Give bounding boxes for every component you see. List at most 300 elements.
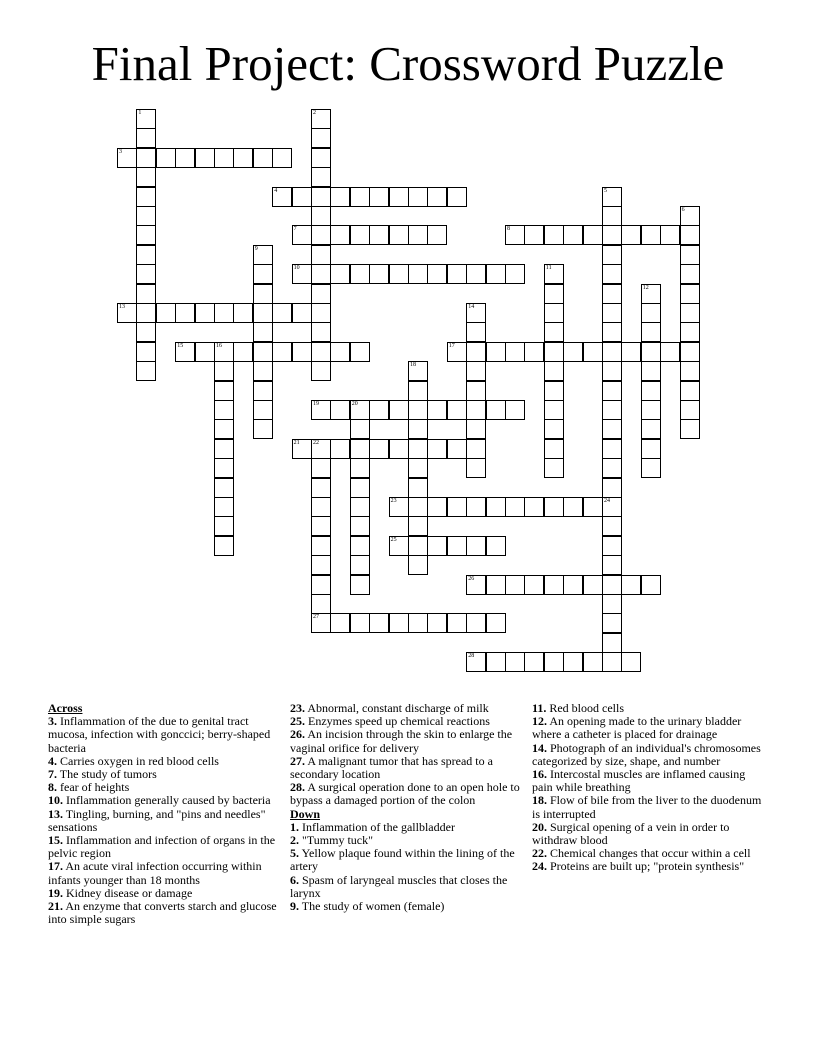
crossword-cell[interactable] [389,497,409,517]
crossword-cell[interactable] [602,594,622,614]
crossword-cell[interactable] [641,439,661,459]
crossword-cell[interactable] [524,497,544,517]
clue-text: "Tummy tuck" [302,833,374,848]
crossword-cell[interactable] [389,187,409,207]
crossword-cell[interactable] [330,439,350,459]
crossword-cell[interactable] [272,342,292,362]
crossword-cell[interactable] [544,458,564,478]
crossword-cell[interactable] [466,303,486,323]
crossword-cell[interactable] [408,187,428,207]
crossword-cell[interactable] [602,225,622,245]
crossword-cell[interactable] [214,536,234,556]
crossword-cell[interactable] [680,303,700,323]
crossword-cell[interactable] [641,458,661,478]
clue-number-label: 3 [119,148,122,155]
crossword-cell[interactable] [350,536,370,556]
crossword-cell[interactable] [389,400,409,420]
crossword-cell[interactable] [447,613,467,633]
crossword-cell[interactable] [563,497,583,517]
crossword-cell[interactable] [466,497,486,517]
across-heading: Across [48,701,83,715]
crossword-cell[interactable] [350,613,370,633]
crossword-cell[interactable] [311,303,331,323]
crossword-cell[interactable] [350,555,370,575]
crossword-cell[interactable] [292,187,312,207]
crossword-cell[interactable] [350,516,370,536]
crossword-cell[interactable] [602,303,622,323]
crossword-cell[interactable] [311,439,331,459]
crossword-cell[interactable] [641,419,661,439]
crossword-cell[interactable] [544,225,564,245]
crossword-cell[interactable] [447,439,467,459]
crossword-cell[interactable] [292,264,312,284]
crossword-cell[interactable] [214,381,234,401]
crossword-cell[interactable] [272,187,292,207]
crossword-cell[interactable] [563,575,583,595]
crossword-cell[interactable] [311,575,331,595]
crossword-cell[interactable] [272,148,292,168]
across-clue [48,860,280,886]
crossword-cell[interactable] [408,516,428,536]
crossword-cell[interactable] [292,439,312,459]
crossword-cell[interactable] [350,439,370,459]
crossword-cell[interactable] [408,400,428,420]
crossword-cell[interactable] [136,361,156,381]
crossword-cell[interactable] [311,400,331,420]
across-clue [290,728,522,754]
crossword-cell[interactable] [466,575,486,595]
crossword-cell[interactable] [117,148,137,168]
crossword-cell[interactable] [680,206,700,226]
crossword-cell[interactable] [408,361,428,381]
crossword-cell[interactable] [621,652,641,672]
crossword-cell[interactable] [602,536,622,556]
clue-number-label: 17 [448,342,455,349]
crossword-cell[interactable] [350,419,370,439]
crossword-cell[interactable] [680,284,700,304]
crossword-cell[interactable] [253,342,273,362]
crossword-cell[interactable] [330,613,350,633]
crossword-cell[interactable] [292,225,312,245]
crossword-cell[interactable] [311,613,331,633]
crossword-cell[interactable] [350,225,370,245]
crossword-cell[interactable] [583,342,603,362]
across-clue [48,715,280,755]
crossword-cell[interactable] [602,381,622,401]
crossword-cell[interactable] [156,303,176,323]
crossword-cell[interactable] [311,342,331,362]
crossword-cell[interactable] [330,187,350,207]
crossword-cell[interactable] [253,264,273,284]
crossword-cell[interactable] [583,497,603,517]
clue-text: Yellow plaque found within the lining of the artery [290,846,515,874]
crossword-cell[interactable] [253,400,273,420]
crossword-cell[interactable] [311,361,331,381]
crossword-cell[interactable] [311,128,331,148]
clue-number: 10. [48,793,63,808]
crossword-cell[interactable] [486,652,506,672]
crossword-cell[interactable] [641,284,661,304]
crossword-cell[interactable] [369,400,389,420]
down-clue [290,847,522,873]
crossword-cell[interactable] [563,342,583,362]
crossword-cell[interactable] [680,264,700,284]
crossword-cell[interactable] [389,613,409,633]
crossword-cell[interactable] [602,652,622,672]
crossword-cell[interactable] [330,400,350,420]
crossword-cell[interactable] [602,633,622,653]
crossword-cell[interactable] [602,478,622,498]
crossword-cell[interactable] [253,284,273,304]
crossword-cell[interactable] [486,400,506,420]
crossword-cell[interactable] [253,322,273,342]
crossword-cell[interactable] [330,342,350,362]
crossword-cell[interactable] [602,613,622,633]
crossword-cell[interactable] [136,109,156,129]
crossword-cell[interactable] [311,536,331,556]
crossword-cell[interactable] [524,342,544,362]
crossword-cell[interactable] [486,613,506,633]
crossword-cell[interactable] [602,400,622,420]
crossword-cell[interactable] [427,187,447,207]
crossword-cell[interactable] [136,303,156,323]
crossword-cell[interactable] [272,303,292,323]
crossword-cell[interactable] [680,419,700,439]
crossword-cell[interactable] [408,439,428,459]
crossword-cell[interactable] [350,478,370,498]
crossword-cell[interactable] [427,225,447,245]
crossword-cell[interactable] [253,419,273,439]
clue-text: Inflammation generally caused by bacteria [66,793,271,808]
down-clue [532,794,764,820]
crossword-cell[interactable] [447,497,467,517]
crossword-cell[interactable] [136,187,156,207]
crossword-cell[interactable] [117,303,137,323]
crossword-cell[interactable] [544,400,564,420]
crossword-cell[interactable] [311,478,331,498]
crossword-cell[interactable] [621,342,641,362]
clue-text: The study of tumors [59,767,157,782]
clue-number: 9. [290,899,299,914]
clue-number-label: 12 [642,284,649,291]
crossword-cell[interactable] [544,419,564,439]
clue-text: Carries oxygen in red blood cells [60,753,219,768]
crossword-cell[interactable] [602,458,622,478]
clue-number: 15. [48,833,63,848]
clue-number-label: 11 [545,265,552,272]
crossword-cell[interactable] [136,264,156,284]
crossword-cell[interactable] [233,342,253,362]
crossword-cell[interactable] [544,497,564,517]
crossword-cell[interactable] [505,497,525,517]
crossword-cell[interactable] [466,458,486,478]
crossword-cell[interactable] [408,613,428,633]
down-clue [290,900,522,913]
clue-number-label: 28 [468,653,475,660]
crossword-cell[interactable] [466,264,486,284]
clue-number-label: 25 [390,536,397,543]
crossword-cell[interactable] [175,342,195,362]
crossword-cell[interactable] [311,225,331,245]
crossword-cell[interactable] [311,167,331,187]
crossword-cell[interactable] [330,225,350,245]
crossword-cell[interactable] [136,206,156,226]
crossword-cell[interactable] [369,187,389,207]
crossword-cell[interactable] [136,148,156,168]
crossword-cell[interactable] [350,458,370,478]
crossword-cell[interactable] [195,303,215,323]
crossword-cell[interactable] [602,575,622,595]
crossword-cell[interactable] [136,245,156,265]
clue-number-label: 27 [313,614,319,621]
crossword-cell[interactable] [427,439,447,459]
crossword-cell[interactable] [602,264,622,284]
crossword-cell[interactable] [214,516,234,536]
crossword-cell[interactable] [641,400,661,420]
crossword-cell[interactable] [311,458,331,478]
crossword-cell[interactable] [486,342,506,362]
crossword-cell[interactable] [292,342,312,362]
crossword-cell[interactable] [602,439,622,459]
clue-number: 4. [48,753,57,768]
crossword-cell[interactable] [544,284,564,304]
crossword-cell[interactable] [466,652,486,672]
crossword-cell[interactable] [466,536,486,556]
crossword-cell[interactable] [330,264,350,284]
crossword-cell[interactable] [524,575,544,595]
crossword-cell[interactable] [408,478,428,498]
crossword-cell[interactable] [486,497,506,517]
crossword-cell[interactable] [350,575,370,595]
crossword-cell[interactable] [447,264,467,284]
crossword-cell[interactable] [680,381,700,401]
crossword-cell[interactable] [292,303,312,323]
crossword-cell[interactable] [311,187,331,207]
crossword-cell[interactable] [311,109,331,129]
crossword-cell[interactable] [408,381,428,401]
crossword-cell[interactable] [311,497,331,517]
crossword-cell[interactable] [544,652,564,672]
crossword-cell[interactable] [350,400,370,420]
crossword-cell[interactable] [544,322,564,342]
crossword-cell[interactable] [156,148,176,168]
crossword-cell[interactable] [136,322,156,342]
crossword-cell[interactable] [233,148,253,168]
crossword-cell[interactable] [427,264,447,284]
crossword-cell[interactable] [641,342,661,362]
crossword-cell[interactable] [544,439,564,459]
crossword-cell[interactable] [544,381,564,401]
crossword-cell[interactable] [602,284,622,304]
crossword-cell[interactable] [408,225,428,245]
crossword-cell[interactable] [544,264,564,284]
crossword-cell[interactable] [136,342,156,362]
crossword-cell[interactable] [602,361,622,381]
clue-text: An incision through the skin to enlarge the vaginal orifice for delivery [290,727,513,755]
clue-number: 18. [532,793,547,808]
crossword-cell[interactable] [602,187,622,207]
crossword-cell[interactable] [466,381,486,401]
crossword-cell[interactable] [602,516,622,536]
crossword-cell[interactable] [214,342,234,362]
crossword-cell[interactable] [311,264,331,284]
crossword-cell[interactable] [389,439,409,459]
crossword-cell[interactable] [602,206,622,226]
crossword-cell[interactable] [311,245,331,265]
crossword-cell[interactable] [505,264,525,284]
clue-number-label: 13 [119,304,125,310]
crossword-cell[interactable] [602,245,622,265]
crossword-cell[interactable] [253,148,273,168]
crossword-cell[interactable] [369,264,389,284]
crossword-cell[interactable] [175,148,195,168]
clue-number-label: 4 [274,187,278,194]
crossword-cell[interactable] [369,613,389,633]
crossword-cell[interactable] [641,303,661,323]
crossword-cell[interactable] [389,264,409,284]
crossword-cell[interactable] [350,264,370,284]
crossword-cell[interactable] [583,225,603,245]
crossword-cell[interactable] [311,516,331,536]
crossword-cell[interactable] [311,555,331,575]
crossword-cell[interactable] [505,652,525,672]
crossword-cell[interactable] [486,575,506,595]
crossword-cell[interactable] [427,613,447,633]
crossword-cell[interactable] [466,419,486,439]
crossword-cell[interactable] [544,361,564,381]
crossword-cell[interactable] [563,225,583,245]
crossword-cell[interactable] [136,167,156,187]
crossword-cell[interactable] [408,264,428,284]
crossword-cell[interactable] [466,322,486,342]
crossword-cell[interactable] [660,225,680,245]
crossword-cell[interactable] [427,497,447,517]
crossword-cell[interactable] [427,400,447,420]
crossword-cell[interactable] [466,439,486,459]
crossword-cell[interactable] [214,458,234,478]
crossword-cell[interactable] [583,652,603,672]
crossword-cell[interactable] [524,652,544,672]
crossword-cell[interactable] [408,458,428,478]
crossword-cell[interactable] [214,400,234,420]
crossword-cell[interactable] [136,128,156,148]
crossword-cell[interactable] [408,497,428,517]
crossword-cell[interactable] [389,536,409,556]
crossword-cell[interactable] [466,613,486,633]
crossword-cell[interactable] [563,652,583,672]
crossword-cell[interactable] [583,575,603,595]
crossword-cell[interactable] [544,303,564,323]
crossword-cell[interactable] [350,187,370,207]
crossword-cell[interactable] [447,187,467,207]
crossword-cell[interactable] [544,342,564,362]
crossword-cell[interactable] [214,361,234,381]
crossword-cell[interactable] [466,342,486,362]
crossword-cell[interactable] [214,497,234,517]
crossword-cell[interactable] [427,536,447,556]
crossword-cell[interactable] [680,361,700,381]
crossword-cell[interactable] [214,419,234,439]
crossword-cell[interactable] [253,381,273,401]
crossword-cell[interactable] [602,419,622,439]
crossword-cell[interactable] [621,225,641,245]
crossword-cell[interactable] [621,575,641,595]
crossword-cell[interactable] [311,206,331,226]
crossword-cell[interactable] [524,225,544,245]
crossword-cell[interactable] [466,400,486,420]
crossword-cell[interactable] [505,575,525,595]
crossword-cell[interactable] [311,322,331,342]
crossword-cell[interactable] [311,148,331,168]
crossword-cell[interactable] [447,536,467,556]
crossword-cell[interactable] [641,361,661,381]
crossword-cell[interactable] [408,536,428,556]
crossword-cell[interactable] [447,342,467,362]
crossword-cell[interactable] [136,284,156,304]
crossword-cell[interactable] [486,264,506,284]
crossword-cell[interactable] [408,555,428,575]
crossword-cell[interactable] [311,594,331,614]
crossword-cell[interactable] [466,361,486,381]
clue-text: Tingling, burning, and "pins and needles" sensations [48,806,266,834]
crossword-cell[interactable] [680,342,700,362]
crossword-cell[interactable] [253,361,273,381]
crossword-cell[interactable] [195,148,215,168]
crossword-cell[interactable] [214,148,234,168]
crossword-cell[interactable] [233,303,253,323]
crossword-cell[interactable] [350,342,370,362]
crossword-cell[interactable] [680,322,700,342]
crossword-cell[interactable] [680,400,700,420]
crossword-cell[interactable] [680,245,700,265]
crossword-cell[interactable] [253,303,273,323]
crossword-cell[interactable] [253,245,273,265]
crossword-cell[interactable] [544,575,564,595]
crossword-cell[interactable] [214,439,234,459]
across-clue [48,808,280,834]
crossword-cell[interactable] [214,303,234,323]
crossword-cell[interactable] [311,284,331,304]
crossword-cell[interactable] [175,303,195,323]
crossword-cell[interactable] [447,400,467,420]
crossword-cell[interactable] [350,497,370,517]
crossword-cell[interactable] [641,575,661,595]
crossword-cell[interactable] [505,400,525,420]
across-clue [48,834,280,860]
crossword-cell[interactable] [602,322,622,342]
crossword-cell[interactable] [505,342,525,362]
crossword-cell[interactable] [505,225,525,245]
crossword-cell[interactable] [602,497,622,517]
crossword-cell[interactable] [389,225,409,245]
crossword-cell[interactable] [660,342,680,362]
crossword-cell[interactable] [486,536,506,556]
crossword-cell[interactable] [602,342,622,362]
down-clue [532,742,764,768]
crossword-cell[interactable] [641,322,661,342]
clue-number: 16. [532,767,547,782]
crossword-cell[interactable] [369,439,389,459]
crossword-cell[interactable] [641,381,661,401]
crossword-cell[interactable] [136,225,156,245]
crossword-cell[interactable] [408,419,428,439]
crossword-cell[interactable] [195,342,215,362]
crossword-cell[interactable] [602,555,622,575]
crossword-cell[interactable] [680,225,700,245]
crossword-cell[interactable] [641,225,661,245]
crossword-cell[interactable] [369,225,389,245]
crossword-cell[interactable] [214,478,234,498]
